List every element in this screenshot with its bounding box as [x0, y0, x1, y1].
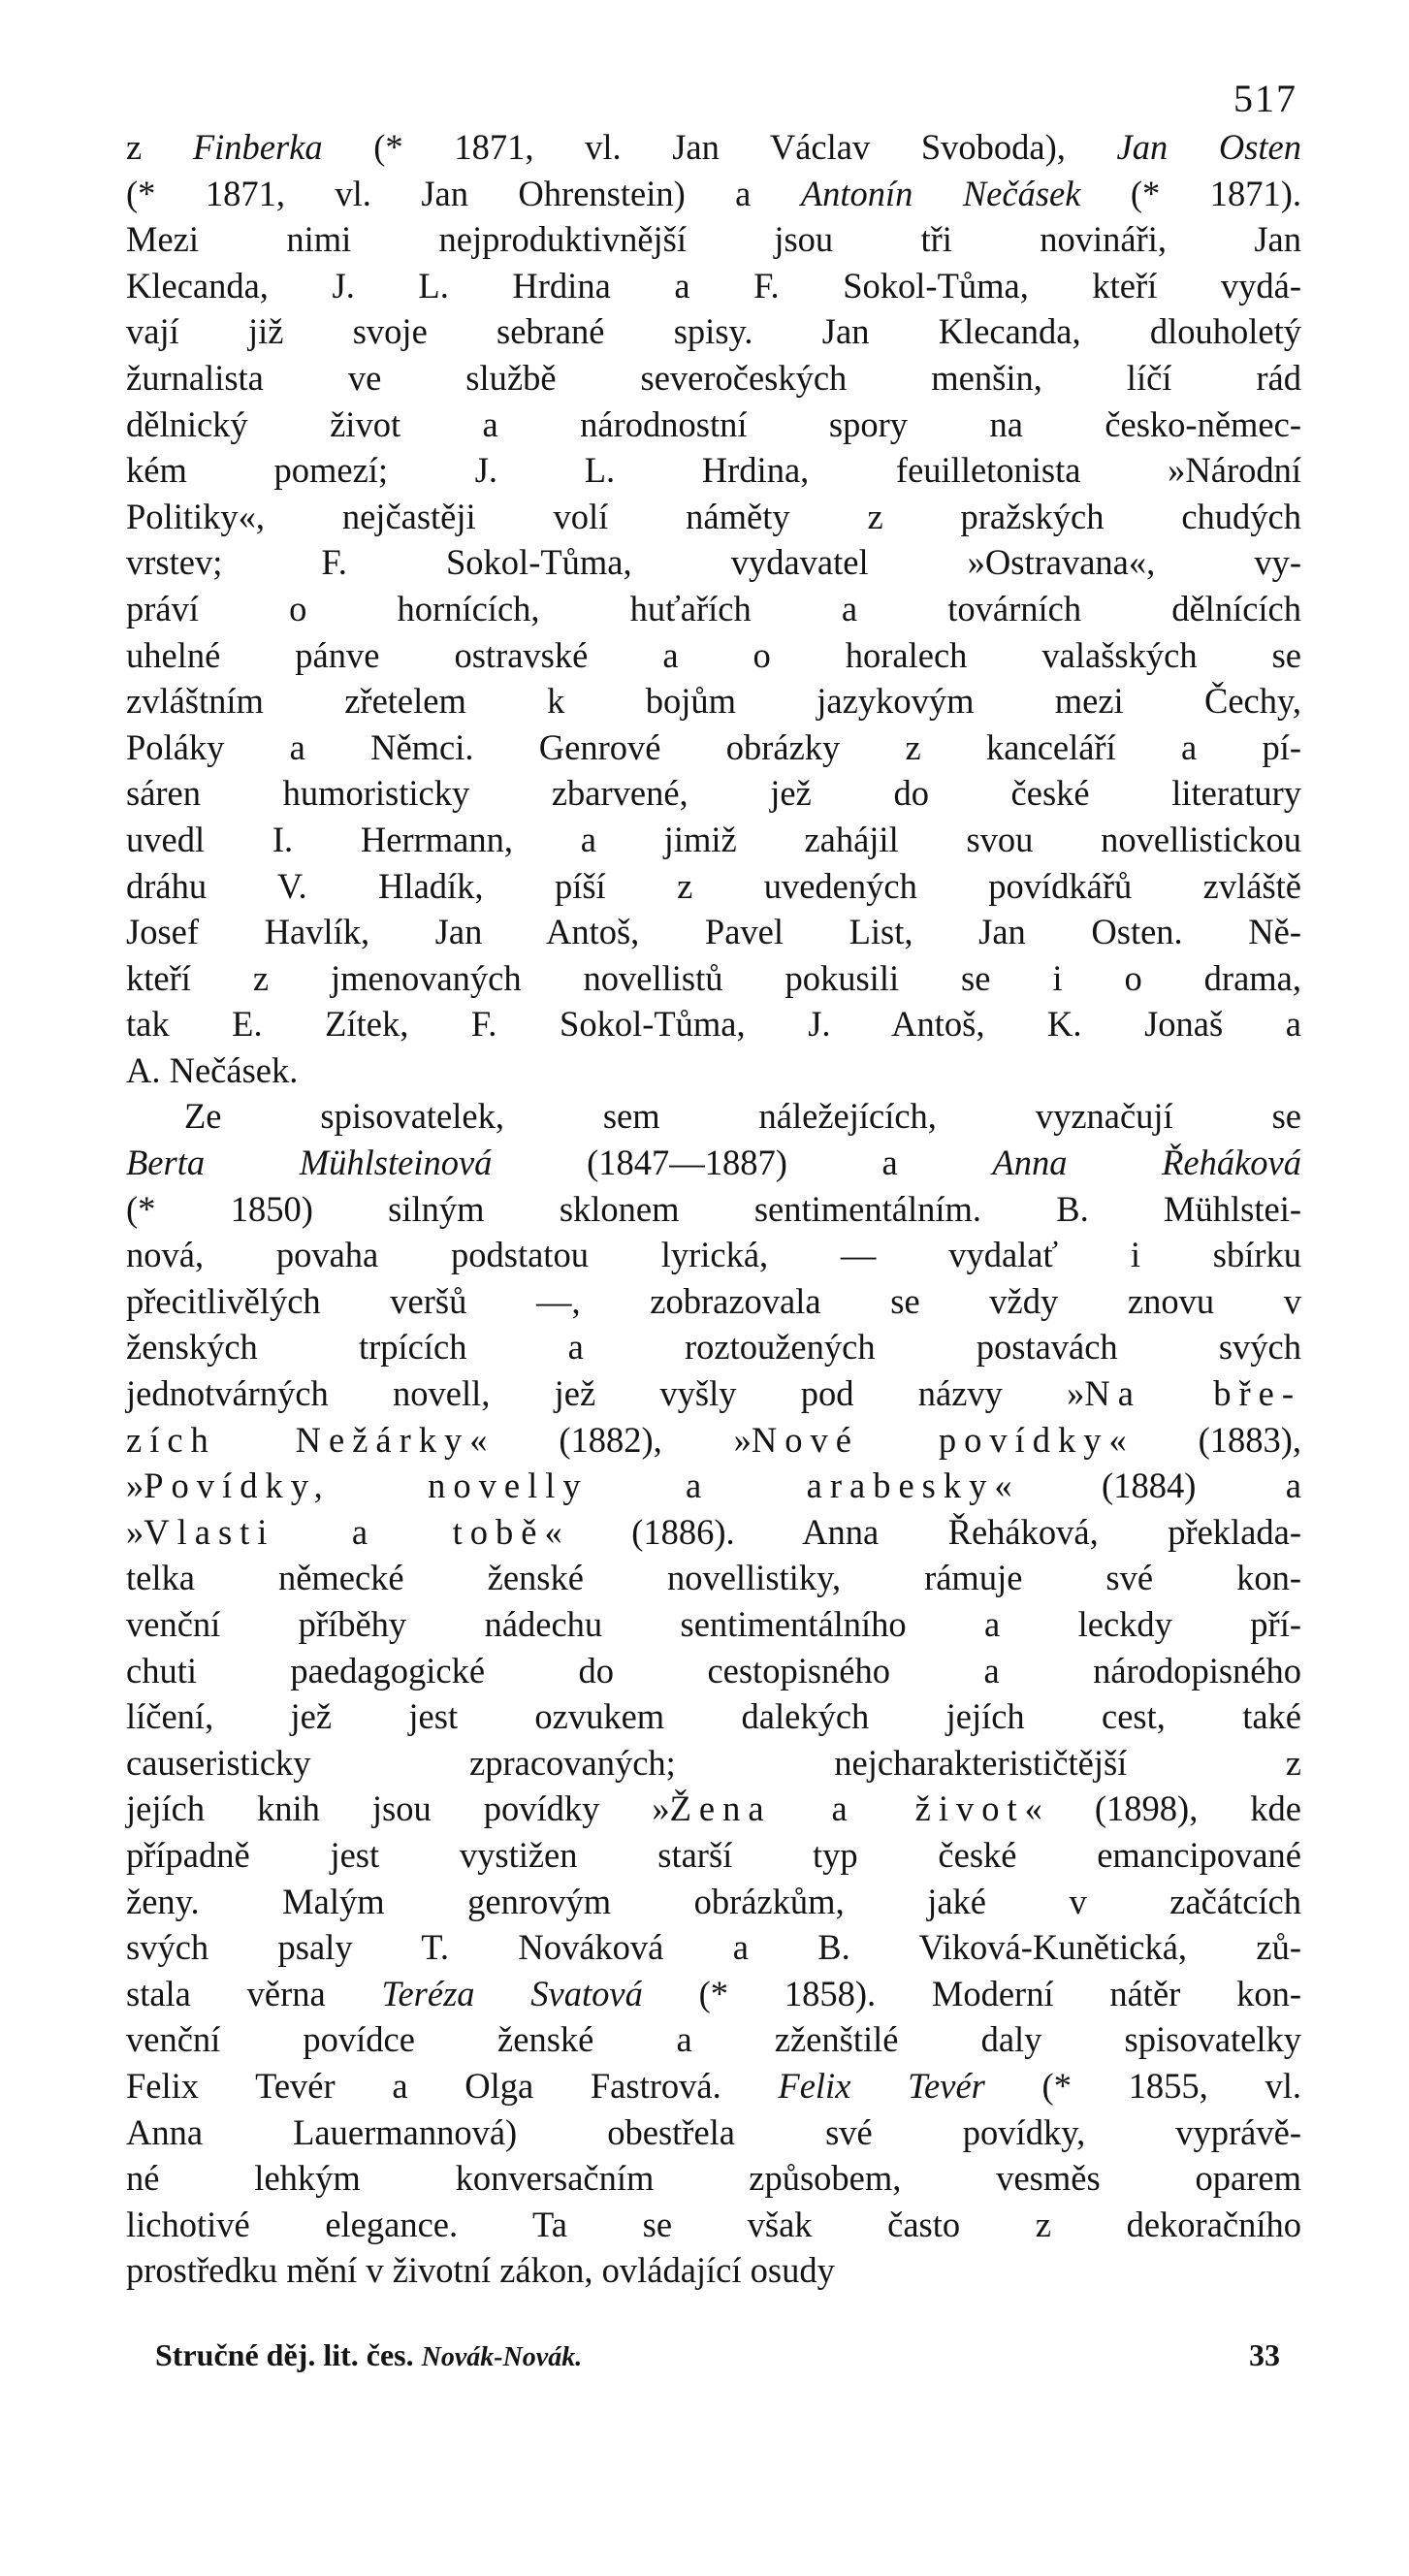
text-segment: (* 1871). — [1080, 173, 1301, 213]
text-segment: (* 1871, vl. Jan Václav Svoboda), — [322, 127, 1117, 167]
text-segment: zvláštním zřetelem k bojům jazykovým mezi Čechy, — [126, 681, 1301, 722]
text-line — [126, 1001, 1301, 1047]
text-segment: venční povídce ženské a zženštilé daly spisovatelky — [126, 2019, 1301, 2060]
text-segment: dělnický život a národnostní spory na česko-němec- — [126, 403, 1301, 444]
text-segment: práví o hornících, huťařích a továrních dělnících — [126, 588, 1301, 628]
spaced-title: Žena a život — [669, 1788, 1025, 1829]
spaced-title: Nové povídky — [751, 1419, 1109, 1460]
footer-book-title: Stručné děj. lit. čes. — [155, 2337, 414, 2372]
italic-name: Anna Řeháková — [992, 1143, 1301, 1183]
text-segment: (* 1871, vl. Jan Ohrenstein) a — [126, 173, 801, 213]
text-segment: Klecanda, J. L. Hrdina a F. Sokol-Tůma, kteří vydá- — [126, 265, 1301, 306]
text-segment: Mezi nimi nejproduktivnější jsou tři novináři, Jan — [126, 219, 1301, 260]
text-segment: chuti paedagogické do cestopisného a národopisného — [126, 1650, 1301, 1690]
text-segment: nová, povaha podstatou lyrická, — vydalať i sbírku — [126, 1235, 1301, 1275]
text-segment: stala věrna — [126, 1973, 382, 2013]
text-segment: Felix Tevér a Olga Fastrová. — [126, 2065, 779, 2106]
text-line — [126, 2063, 1301, 2109]
text-segment: z — [126, 127, 193, 167]
text-segment: « (1883), — [1108, 1419, 1302, 1460]
text-line — [126, 1879, 1301, 1925]
text-segment: « (1898), kde — [1024, 1788, 1301, 1829]
text-segment: « (1884) a — [994, 1465, 1301, 1506]
text-line — [126, 1417, 1301, 1464]
text-segment: ženy. Malým genrovým obrázkům, jaké v začátcích — [126, 1881, 1301, 1921]
text-segment: venční příběhy nádechu sentimentálního a leckdy pří- — [126, 1604, 1301, 1644]
text-line — [126, 817, 1301, 863]
text-line — [126, 308, 1301, 355]
text-line — [126, 1186, 1301, 1233]
text-segment: telka německé ženské novellistiky, rámuje své kon- — [126, 1558, 1301, 1598]
text-line — [126, 632, 1301, 679]
text-line — [126, 355, 1301, 402]
text-line — [126, 1740, 1301, 1787]
text-segment: přecitlivělých veršů —, zobrazovala se vždy znovu v — [126, 1280, 1301, 1321]
text-line — [126, 124, 1301, 171]
text-segment: né lehkým konversačním způsobem, vesměs oparem — [126, 2158, 1301, 2199]
text-segment: « (1882), » — [469, 1419, 752, 1460]
text-segment: lichotivé elegance. Ta se však často z dekoračního — [126, 2204, 1301, 2244]
text-line — [126, 955, 1301, 1002]
text-line — [126, 1370, 1301, 1417]
page-number: 517 — [1233, 77, 1297, 120]
text-segment: kém pomezí; J. L. Hrdina, feuilletonista »Národní — [126, 450, 1301, 491]
text-segment: svých psaly T. Nováková a B. Viková-Kunětická, zů- — [126, 1927, 1301, 1968]
text-line — [126, 2202, 1301, 2248]
text-line — [126, 678, 1301, 724]
text-segment: « (1886). Anna Řeháková, překlada- — [544, 1511, 1301, 1552]
text-segment: uvedl I. Herrmann, a jimiž zahájil svou novellistickou — [126, 819, 1301, 859]
text-line — [126, 1324, 1301, 1370]
text-segment: causeristicky zpracovaných; nejcharakterističtější z — [126, 1742, 1301, 1783]
text-line — [126, 724, 1301, 771]
text-segment: jejích knih jsou povídky » — [126, 1788, 670, 1829]
text-line — [126, 539, 1301, 586]
text-segment: (* 1855, vl. — [984, 2065, 1302, 2106]
text-segment: ženských trpících a roztoužených postavách svých — [126, 1327, 1301, 1368]
spaced-title: Na bře- — [1084, 1373, 1301, 1414]
spaced-title: Povídky, novelly a arabesky — [144, 1465, 995, 1506]
text-segment: Ze spisovatelek, sem náležejících, vyznačují se — [184, 1096, 1301, 1137]
text-line — [126, 1971, 1301, 2017]
footer-title — [155, 2337, 582, 2373]
text-line — [126, 1786, 1301, 1832]
text-line — [126, 1278, 1301, 1325]
text-segment: tak E. Zítek, F. Sokol-Tůma, J. Antoš, K. Jonaš a — [126, 1004, 1301, 1045]
text-segment: kteří z jmenovaných novellistů pokusili se i o drama, — [126, 957, 1301, 998]
text-line — [126, 1601, 1301, 1648]
italic-name: Berta Mühlsteinová — [126, 1143, 493, 1183]
text-line — [126, 586, 1301, 632]
text-segment: sáren humoristicky zbarvené, jež do české literatury — [126, 773, 1301, 814]
text-segment: (* 1850) silným sklonem sentimentálním. B. Mühlstei- — [126, 1188, 1301, 1229]
text-line — [126, 2109, 1301, 2156]
text-segment: vají již svoje sebrané spisy. Jan Klecanda, dlouholetý — [126, 311, 1301, 352]
italic-name: Antonín Nečásek — [800, 173, 1081, 213]
text-line — [126, 263, 1301, 309]
spaced-title: zích Nežárky — [126, 1419, 470, 1460]
text-line — [126, 1047, 1301, 1094]
text-line — [126, 1232, 1301, 1278]
text-line — [126, 1832, 1301, 1879]
text-segment: žurnalista ve službě severočeských menšin, líčí rád — [126, 357, 1301, 398]
spaced-title: Vlasti a tobě — [144, 1511, 545, 1552]
text-segment: případně jest vystižen starší typ české emancipované — [126, 1834, 1301, 1875]
text-line — [126, 909, 1301, 955]
text-line — [126, 2247, 1301, 2294]
text-segment: (* 1858). Moderní nátěr kon- — [642, 1973, 1301, 2013]
text-line — [126, 216, 1301, 263]
text-line — [126, 1924, 1301, 1971]
text-segment: uhelné pánve ostravské a o horalech valašských se — [126, 634, 1301, 675]
text-segment: (1847—1887) a — [492, 1143, 993, 1183]
text-line — [126, 447, 1301, 494]
italic-name: Felix Tevér — [778, 2065, 985, 2106]
text-line — [126, 863, 1301, 910]
text-line — [126, 2155, 1301, 2202]
text-segment: Politiky«, nejčastěji volí náměty z pražských chudých — [126, 496, 1301, 536]
text-segment: jednotvárných novell, jež vyšly pod názvy » — [126, 1373, 1085, 1414]
italic-name: Jan Osten — [1116, 127, 1301, 167]
text-segment: » — [126, 1465, 144, 1506]
text-segment: Anna Lauermannová) obestřela své povídky, vyprávě- — [126, 2111, 1301, 2152]
text-line — [126, 1648, 1301, 1694]
text-line — [126, 402, 1301, 448]
italic-name: Teréza Svatová — [381, 1973, 643, 2013]
text-line — [126, 1509, 1301, 1556]
body-text — [126, 124, 1301, 2294]
text-line — [126, 1093, 1301, 1140]
text-segment: dráhu V. Hladík, píší z uvedených povídkářů zvláště — [126, 865, 1301, 906]
footer-author: Novák-Novák. — [421, 2342, 583, 2372]
text-line — [126, 1693, 1301, 1740]
page-footer — [155, 2337, 1280, 2386]
text-segment: prostředku mění v životní zákon, ovládající osudy — [126, 2250, 835, 2291]
italic-name: Finberka — [192, 127, 323, 167]
text-segment: » — [126, 1511, 144, 1552]
text-line — [126, 1463, 1301, 1509]
text-line — [126, 1140, 1301, 1186]
text-line — [126, 1555, 1301, 1601]
text-line — [126, 770, 1301, 817]
text-line — [126, 171, 1301, 217]
text-line — [126, 494, 1301, 540]
text-segment: Josef Havlík, Jan Antoš, Pavel List, Jan Osten. Ně- — [126, 912, 1301, 952]
text-segment: líčení, jež jest ozvukem dalekých jejích cest, také — [126, 1696, 1301, 1737]
text-segment: A. Nečásek. — [126, 1049, 299, 1090]
text-line — [126, 2016, 1301, 2063]
text-segment: Poláky a Němci. Genrové obrázky z kanceláří a pí- — [126, 726, 1301, 767]
text-segment: vrstev; F. Sokol-Tůma, vydavatel »Ostravana«, vy- — [126, 542, 1301, 583]
footer-signature: 33 — [1249, 2337, 1280, 2372]
